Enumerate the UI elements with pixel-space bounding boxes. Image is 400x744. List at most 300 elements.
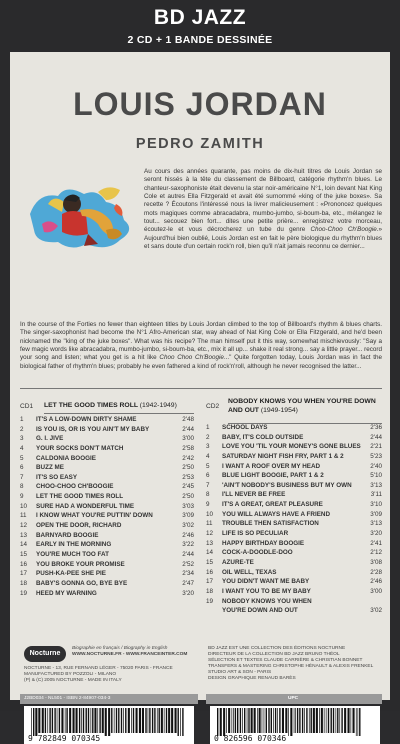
track-row [206, 424, 382, 434]
barcode-bar [57, 708, 58, 733]
barcode-bar [331, 708, 332, 733]
barcode-bar [304, 708, 305, 733]
track-title: YOU'RE MUCH TOO FAT [36, 550, 109, 558]
barcode-bar [88, 708, 89, 733]
track-title: OPEN THE DOOR, RICHARD [36, 522, 122, 530]
track-number: 4 [206, 452, 210, 460]
track-duration: 3'22 [182, 541, 194, 549]
barcode-bar [319, 708, 320, 733]
barcode-bar [333, 708, 334, 733]
barcode-bar [309, 708, 310, 733]
track-duration: 2'58 [182, 444, 194, 452]
barcode-bar [133, 708, 134, 733]
track-number: 12 [20, 522, 28, 530]
track-duration: 2'28 [370, 568, 382, 576]
barcode-bar [232, 708, 233, 733]
track-number: 6 [20, 464, 24, 472]
barcode-bar [118, 708, 119, 733]
barcode-bar [159, 708, 160, 733]
track-duration: 2'44 [182, 550, 194, 558]
barcode-bar [105, 708, 107, 736]
ean-barcode [29, 708, 189, 736]
barcode-bar [228, 708, 230, 733]
track-duration: 3'13 [370, 481, 382, 489]
track-row [20, 416, 194, 426]
barcode-bar [321, 708, 323, 733]
barcode-bar [175, 708, 177, 733]
track-row [20, 435, 194, 445]
cd2-title: NOBODY KNOWS YOU WHEN YOU'RE DOWN AND OUT (1949-1954) [228, 398, 376, 414]
barcode-bar [81, 708, 82, 733]
barcode-bar [114, 708, 115, 733]
barcode-bar [171, 708, 173, 733]
track-title: BARNYARD BOOGIE [36, 531, 99, 539]
barcode-bar [285, 708, 287, 733]
track-number: 18 [206, 587, 214, 595]
saxophonist-illustration [28, 174, 138, 252]
track-row [20, 445, 194, 455]
barcode-bar [223, 708, 225, 736]
track-number: 9 [206, 501, 210, 509]
track-row [20, 426, 194, 436]
track-title: SCHOOL DAYS [222, 424, 268, 431]
track-title: YOUR SOCKS DON'T MATCH [36, 444, 124, 452]
track-number: 7 [20, 473, 24, 481]
barcode-bar [125, 708, 126, 733]
cd1-title: LET THE GOOD TIMES ROLL (1942-1949) [44, 402, 177, 409]
track-row [20, 570, 194, 580]
barcode-bar [33, 708, 34, 736]
track-row [20, 483, 194, 493]
barcode-bar [182, 708, 183, 736]
barcode-bar [297, 708, 298, 733]
track-title: SATURDAY NIGHT FISH FRY, PART 1 & 2 [222, 452, 344, 460]
barcode-bar [266, 708, 267, 733]
track-row [206, 511, 382, 521]
track-number: 8 [20, 483, 24, 491]
upc-barcode [215, 708, 375, 736]
track-number: 16 [206, 568, 214, 576]
track-duration: 3'02 [370, 607, 382, 615]
barcode-bar [47, 708, 48, 733]
barcode-bar [244, 708, 245, 733]
track-row [206, 559, 382, 569]
barcode-bar [339, 708, 340, 733]
track-row [206, 491, 382, 501]
track-title: BLUE LIGHT BOOGIE, PART 1 & 2 [222, 472, 324, 480]
barcode-bar [49, 708, 50, 733]
cd1-rule [44, 413, 194, 414]
barcode-bar [257, 708, 258, 733]
track-row [20, 522, 194, 532]
edition-subtitle: 2 CD + 1 BANDE DESSINÉE [127, 34, 273, 46]
barcode-bar [180, 708, 181, 736]
barcode-bar [154, 708, 155, 733]
collection-brand: BD JAZZ [153, 6, 247, 29]
barcode-bar [302, 708, 303, 733]
barcode-bar [128, 708, 130, 733]
barcode-bar [242, 708, 243, 733]
barcode-bar [235, 708, 236, 733]
track-title: BUZZ ME [36, 464, 64, 472]
track-duration: 2'48 [182, 416, 194, 423]
track-duration: 2'41 [370, 539, 382, 547]
track-title: IS YOU IS, OR IS YOU AIN'T MY BABY [36, 425, 150, 433]
track-row [206, 434, 382, 444]
barcode-bar [91, 708, 92, 733]
track-title: COCK-A-DOODLE-DOO [222, 549, 293, 557]
track-number: 14 [206, 549, 214, 557]
barcode-bar [277, 708, 278, 733]
barcode-bar [102, 708, 104, 733]
track-row [206, 482, 382, 492]
barcode-bar [86, 708, 87, 733]
barcode-bar [73, 708, 75, 733]
track-duration: 2'44 [370, 433, 382, 441]
track-duration: 2'46 [182, 531, 194, 539]
cover-panel [10, 52, 390, 743]
track-number: 4 [20, 444, 24, 452]
barcode-bar [121, 708, 122, 733]
track-number: 16 [20, 560, 28, 568]
track-number: 17 [206, 578, 214, 586]
barcode-bar [152, 708, 153, 733]
track-duration: 2'34 [182, 570, 194, 578]
illustrator-name: PEDRO ZAMITH [135, 136, 265, 152]
barcode-bar [348, 708, 350, 733]
barcode-bar [69, 708, 71, 733]
track-row [20, 503, 194, 513]
english-biography: In the course of the Forties no fewer than eighteen titles by Louis Jordan climbed to the top of Billboard's rhythm & blues charts. The singer-saxophonist had become the N°1 Afro-American star, way ahead of Nat King Cole or Ella Fitzgerald, and he'd been nicknamed the "king of the juke boxes". What was his recipe? The man himself put it this way, somewhat mischievously: "Say a few magic words like abracadabra, mumbo-jumbo, si-boum-ba, etc., mix it all up... shake it real strong... say a little prayer... record your song and listen; what you get is a hit like Choo Choo Ch'Boogie..." Quite forgotten today, Louis Jordan was in fact the biological father of rhythm'n blues; probably he even fathered a kind of rock'n'roll, although he never recognised the latter... [20, 321, 382, 370]
barcode-bar [313, 708, 315, 733]
track-duration: 2'52 [182, 560, 194, 568]
track-title: LOVE YOU 'TIL YOUR MONEY'S GONE BLUES [222, 443, 361, 451]
track-duration: 2'21 [370, 443, 382, 451]
barcode-bar [251, 708, 253, 733]
barcode-bar [358, 708, 359, 736]
barcode-bar [337, 708, 338, 733]
track-number: 17 [20, 570, 28, 578]
track-number: 18 [20, 579, 28, 587]
barcode-bar [168, 708, 170, 733]
barcode-bar [326, 708, 327, 733]
track-number: 14 [20, 541, 28, 549]
barcode-bar [226, 708, 227, 733]
track-duration: 2'47 [182, 579, 194, 587]
barcode-bar [288, 708, 289, 736]
barcode-bar [271, 708, 272, 733]
track-row [20, 512, 194, 522]
upc-barcode-box [210, 706, 380, 744]
barcode-bar [233, 708, 234, 733]
track-row [20, 541, 194, 551]
track-duration: 3'02 [182, 522, 194, 530]
track-number: 1 [206, 424, 210, 431]
track-title: NOBODY KNOWS YOU WHEN [222, 597, 312, 605]
divider [20, 388, 382, 389]
barcode-bar [344, 708, 346, 733]
track-row [20, 455, 194, 465]
barcode-bar [248, 708, 249, 733]
track-number: 11 [206, 520, 213, 528]
barcode-bar [275, 708, 276, 733]
track-duration: 2'12 [370, 549, 382, 557]
track-number: 2 [20, 425, 24, 433]
track-row [206, 463, 382, 473]
track-row [20, 532, 194, 542]
barcode-bar [178, 708, 179, 736]
barcode-bar [161, 708, 163, 733]
track-row [206, 549, 382, 559]
track-title: 'AIN'T NOBODY'S BUSINESS BUT MY OWN [222, 481, 352, 489]
ean-barcode-box [24, 706, 194, 744]
barcode-bar [108, 708, 110, 736]
track-duration: 2'53 [182, 473, 194, 481]
track-row [206, 520, 382, 530]
barcode-bar [290, 708, 292, 736]
track-row [20, 493, 194, 503]
track-number: 3 [20, 435, 24, 443]
track-duration: 3'10 [370, 501, 382, 509]
track-number: 19 [206, 597, 214, 605]
track-number: 10 [206, 510, 214, 518]
barcode-bar [97, 708, 98, 733]
nocturne-logo: Nocturne [24, 646, 66, 662]
track-title: IT'S SO EASY [36, 473, 78, 481]
barcode-bar [306, 708, 307, 733]
track-duration: 2'50 [182, 493, 194, 501]
track-duration: 2'45 [182, 483, 194, 491]
barcode-bar [111, 708, 112, 733]
track-number: 1 [20, 416, 24, 423]
track-title: BABY'S GONNA GO, BYE BYE [36, 579, 128, 587]
track-title: EARLY IN THE MORNING [36, 541, 112, 549]
track-title: YOU WILL ALWAYS HAVE A FRIEND [222, 510, 330, 518]
isbn-reference: J2BD034 - NL501 - ISBN 2-84907-034-3 [24, 696, 111, 701]
barcode-bar [94, 708, 96, 733]
label-address: NOCTURNE - 13, RUE FERNAND LÉGER - 75020 PARIS - FRANCE MANUFACTURED BY POZZOLI - MILANO (P) & (C) 2005 NOCTURNE - MADE IN ITALY [24, 666, 173, 684]
track-title: I'LL NEVER BE FREE [222, 491, 286, 499]
barcode-bar [324, 708, 325, 733]
track-title: YOU BROKE YOUR PROMISE [36, 560, 125, 568]
barcode-bar [328, 708, 329, 733]
track-number: 11 [20, 512, 27, 520]
barcode-bar [359, 708, 360, 736]
track-title: AZURE-TE [222, 558, 254, 566]
track-row [20, 474, 194, 484]
barcode-bar [356, 708, 357, 736]
barcode-bar [116, 708, 117, 733]
track-row [206, 569, 382, 579]
barcode-bar [164, 708, 165, 733]
barcode-bar [131, 708, 132, 733]
track-row [206, 588, 382, 598]
track-duration: 3'20 [370, 530, 382, 538]
track-number: 15 [206, 558, 214, 566]
track-duration: 2'40 [370, 462, 382, 470]
track-duration: 2'50 [182, 464, 194, 472]
track-duration: 2'44 [182, 425, 194, 433]
barcode-bar [268, 708, 269, 733]
barcode-bar [145, 708, 146, 733]
track-title: OIL WELL, TEXAS [222, 568, 277, 576]
barcode-bar [136, 708, 138, 733]
barcode-bar [247, 708, 248, 733]
track-row [206, 453, 382, 463]
barcode-bar [65, 708, 66, 733]
barcode-bar [299, 708, 300, 733]
label-info-links: Biographie en français / Biography in English WWW.NOCTURNE.FR - WWW.FRANCEINTER.COM [72, 646, 188, 658]
track-duration: 3'09 [182, 512, 194, 520]
track-duration: 3'11 [370, 491, 382, 499]
track-duration: 3'13 [370, 520, 382, 528]
track-title: I WANT A ROOF OVER MY HEAD [222, 462, 321, 470]
track-title: YOU DIDN'T WANT ME BABY [222, 578, 310, 586]
track-title: LIFE IS SO PECULIAR [222, 530, 289, 538]
track-row [206, 530, 382, 540]
track-row [206, 578, 382, 588]
track-number: 10 [20, 502, 28, 510]
track-row [206, 598, 382, 608]
cd2-label: CD2 [206, 403, 220, 410]
barcode-bar [316, 708, 318, 733]
track-title: G. I. JIVE [36, 435, 64, 443]
track-title: CALDONIA BOOGIE [36, 454, 96, 462]
track-title: I WANT YOU TO BE MY BABY [222, 587, 311, 595]
track-title: I KNOW WHAT YOU'RE PUTTIN' DOWN [36, 512, 153, 520]
track-row [206, 607, 382, 617]
track-duration: 3'00 [370, 587, 382, 595]
track-number: 5 [20, 454, 24, 462]
cd1-label: CD1 [20, 403, 34, 410]
barcode-bar [123, 708, 124, 733]
barcode-bar [295, 708, 296, 733]
barcode-bar [61, 708, 63, 733]
track-number: 9 [20, 493, 24, 501]
track-row [20, 551, 194, 561]
track-duration: 3'08 [370, 558, 382, 566]
barcode-bar [341, 708, 342, 733]
barcode-bar [166, 708, 167, 733]
track-number: 7 [206, 481, 210, 489]
track-duration: 3'20 [182, 589, 194, 597]
production-credits: BD JAZZ EST UNE COLLECTION DES ÉDITIONS NOCTURNE DIRECTEUR DE LA COLLECTION BD JAZZ BRUNO THÉOL SÉLECTION ET TEXTES CLAUDE CARRIÈRE & CHRISTIAN BONNET TRANSFERS & MASTERING CHRISTOPHE HÉNAULT & ALEXIS FRENKEL STUDIO ART & SON - PARIS DESIGN GRAPHIQUE RENAUD BARÈS [208, 646, 374, 682]
barcode-bar [217, 708, 218, 736]
barcode-bar [59, 708, 60, 733]
track-title: LET THE GOOD TIMES ROLL [36, 493, 124, 501]
track-row [20, 464, 194, 474]
barcode-bar [336, 708, 337, 733]
track-title: IT'S A GREAT, GREAT PLEASURE [222, 501, 323, 509]
barcode-bar [38, 708, 40, 733]
barcode-bar [351, 708, 352, 733]
barcode-bar [92, 708, 93, 733]
barcode-bar [66, 708, 67, 733]
track-row [206, 540, 382, 550]
track-title: HAPPY BIRTHDAY BOOGIE [222, 539, 305, 547]
barcode-bar [254, 708, 256, 733]
upc-label: UPC [288, 696, 299, 701]
track-title: HEED MY WARNING [36, 589, 97, 597]
track-duration: 2'36 [370, 424, 382, 431]
barcode-bar [273, 708, 274, 733]
barcode-bar [264, 708, 265, 733]
barcode-bar [45, 708, 46, 733]
cd2-tracklist [206, 424, 382, 617]
track-number: 8 [206, 491, 210, 499]
artist-name: LOUIS JORDAN [73, 86, 327, 122]
barcode-bar [52, 708, 53, 733]
track-title: IT'S A LOW-DOWN DIRTY SHAME [36, 416, 137, 423]
barcode-bar [142, 708, 144, 733]
track-title: SURE HAD A WONDERFUL TIME [36, 502, 135, 510]
barcode-bar [31, 708, 32, 736]
track-title: CHOO-CHOO CH'BOOGIE [36, 483, 114, 491]
barcode-bar [240, 708, 241, 733]
ean-number: 9 782849 070345 [28, 734, 101, 743]
barcode-bar [259, 708, 261, 733]
track-number: 3 [206, 443, 210, 451]
barcode-bar [79, 708, 80, 733]
barcode-bar [149, 708, 150, 733]
track-duration: 2'42 [182, 454, 194, 462]
track-title: BABY, IT'S COLD OUTSIDE [222, 433, 304, 441]
track-title: PUSH-KA-PEE SHE PIE [36, 570, 106, 578]
track-duration: 2'46 [370, 578, 382, 586]
barcode-bar [148, 708, 149, 733]
track-row [206, 501, 382, 511]
barcode-bar [42, 708, 44, 733]
track-duration: 5'10 [370, 472, 382, 480]
track-title: TROUBLE THEN SATISFACTION [222, 520, 319, 528]
track-row [20, 561, 194, 571]
track-title: YOU'RE DOWN AND OUT [222, 607, 298, 615]
upc-number: 0 826596 070346 [214, 734, 287, 743]
barcode-bar [76, 708, 78, 733]
track-number: 13 [206, 539, 214, 547]
barcode-bar [99, 708, 100, 733]
cd1-tracklist [20, 416, 194, 599]
barcode-bar [311, 708, 312, 733]
barcode-bar [157, 708, 158, 733]
barcode-bar [353, 708, 355, 733]
track-number: 12 [206, 530, 214, 538]
track-row [20, 580, 194, 590]
track-row [206, 472, 382, 482]
track-number: 19 [20, 589, 28, 597]
track-number: 6 [206, 472, 210, 480]
barcode-bar [54, 708, 55, 733]
french-biography: Au cours des années quarante, pas moins de dix-huit titres de Louis Jordan se seront hissés à la tête du classement de Billboard, catégorie rhythm'n blues. Le chanteur-saxophoniste était devenu la star noir-américaine N°1, loin devant Nat King Cole et autres Ella Fitzgerald et avait été surnommé «king of the juke boxes». Sa recette ? Écoutons l'intéressé nous la livrer malicieusement : «Prononcez quelques mots magiques comme abracadabra, mumbo-jumbo, si-boum-ba, etc., mélangez le tout... secouez bien fort... dites une petite prière... enregistrez votre morceau, écoutez-le et vous décrocherez un tube du genre Choo-Choo Ch'Boogie.» Aujourd'hui bien oublié, Louis Jordan est en fait le père biologique du rhythm'n blues et sans doute d'un certain rock'n roll, bien qu'il n'ait jamais reconnu ce dernier... [144, 168, 383, 251]
track-duration: 3'03 [182, 502, 194, 510]
track-number: 15 [20, 550, 28, 558]
track-duration: 5'23 [370, 452, 382, 460]
track-duration: 3'09 [370, 510, 382, 518]
track-row [20, 590, 194, 600]
barcode-bar [282, 708, 284, 733]
barcode-bar [83, 708, 84, 733]
barcode-bar [262, 708, 263, 733]
barcode-bar [220, 708, 222, 736]
track-number: 5 [206, 462, 210, 470]
barcode-bar [237, 708, 238, 733]
track-number: 2 [206, 433, 210, 441]
barcode-bar [35, 708, 37, 736]
track-row [206, 443, 382, 453]
barcode-bar [279, 708, 280, 733]
track-number: 13 [20, 531, 28, 539]
barcode-bar [139, 708, 141, 733]
